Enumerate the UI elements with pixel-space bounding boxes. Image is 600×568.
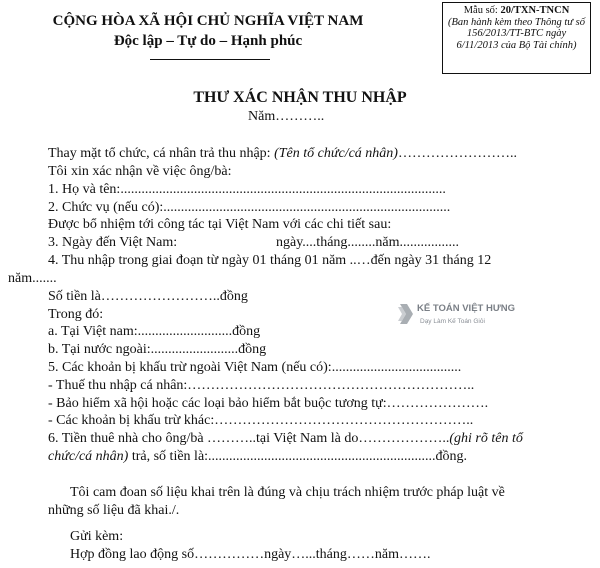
year-line: Năm………..	[248, 109, 325, 124]
logo-mark-icon	[398, 303, 414, 325]
rent-text: 6. Tiền thuê nhà cho ông/bà ………..tại Việt Nam là do………………..	[48, 431, 450, 446]
document-title: THƯ XÁC NHẬN THU NHẬP	[193, 89, 407, 106]
line-of-which: Trong đó:	[48, 307, 104, 322]
watermark-logo	[398, 301, 515, 331]
line-attached: Gửi kèm:	[70, 529, 124, 544]
rent-note: (ghi rõ tên tổ	[449, 431, 523, 446]
form-note-line1: (Ban hành kèm theo Thông tư số	[448, 16, 585, 28]
header-divider	[150, 59, 270, 60]
line-abroad: b. Tại nước ngoài:.........................đồng	[48, 342, 267, 357]
nation-motto: Độc lập – Tự do – Hạnh phúc	[113, 33, 303, 49]
line-in-vietnam: a. Tại Việt nam:...........................đồng	[48, 324, 261, 339]
form-note-line2: 156/2013/TT-BTC ngày	[466, 28, 567, 39]
line-income-year: năm.......	[8, 271, 57, 286]
line-income-period: 4. Thu nhập trong giai đoạn từ ngày 01 tháng 01 năm ..…đến ngày 31 tháng 12	[48, 253, 492, 268]
line-arrival-date: ngày....tháng........năm.................	[276, 235, 460, 250]
form-number-prefix: Mẫu số:	[463, 5, 501, 16]
line-full-name: 1. Họ và tên:.............................................................................................	[48, 182, 446, 197]
line-arrival-label: 3. Ngày đến Việt Nam:	[48, 235, 178, 250]
rent-payer-note: chức/cá nhân)	[48, 449, 129, 464]
line-position: 2. Chức vụ (nếu có):..................................................................................	[48, 200, 451, 215]
line-insurance: - Bảo hiểm xã hội hoặc các loại bảo hiểm bắt buộc tương tự:………………….	[48, 396, 489, 411]
payer-name-placeholder: (Tên tổ chức/cá nhân)	[274, 146, 398, 161]
line-rent-amount	[48, 448, 467, 466]
line-other-deductions: - Các khoản bị khấu trừ khác:………………………………………………..	[48, 413, 474, 428]
line-rent	[48, 430, 523, 448]
line-confirm: Tôi xin xác nhận về việc ông/bà:	[48, 164, 232, 179]
form-number-box	[442, 2, 591, 74]
line-payer	[48, 145, 517, 163]
line-deductions: 5. Các khoản bị khấu trừ ngoài Việt Nam (nếu có):.....................................	[48, 360, 462, 375]
line-commitment-end: những số liệu đã khai./.	[48, 503, 180, 518]
watermark-name: KẾ TOÁN VIỆT HƯNG	[417, 303, 515, 314]
line-labor-contract: Hợp đồng lao động số……………ngày…...tháng……năm…….	[70, 547, 431, 562]
watermark-tagline: Dạy Làm Kế Toán Giỏi	[420, 318, 485, 325]
payer-label: Thay mặt tổ chức, cá nhân trả thu nhập:	[48, 146, 275, 161]
line-commitment: Tôi cam đoan số liệu khai trên là đúng và chịu trách nhiệm trước pháp luật về	[70, 485, 505, 500]
line-income-tax: - Thuế thu nhập cá nhân:……………………………………………………..	[48, 378, 475, 393]
payer-dots: ……………………..	[397, 146, 517, 161]
form-note-line3: 6/11/2013 của Bộ Tài chính)	[456, 39, 577, 51]
line-amount: Số tiền là……………………..đồng	[48, 289, 248, 304]
nation-title: CỘNG HÒA XÃ HỘI CHỦ NGHĨA VIỆT NAM	[52, 13, 364, 29]
rent-amount-text: trả, số tiền là:.................................................................đồng.	[128, 449, 468, 464]
form-number: 20/TXN-TNCN	[500, 5, 570, 16]
line-appointed: Được bổ nhiệm tới công tác tại Việt Nam với các chi tiết sau:	[48, 217, 392, 232]
